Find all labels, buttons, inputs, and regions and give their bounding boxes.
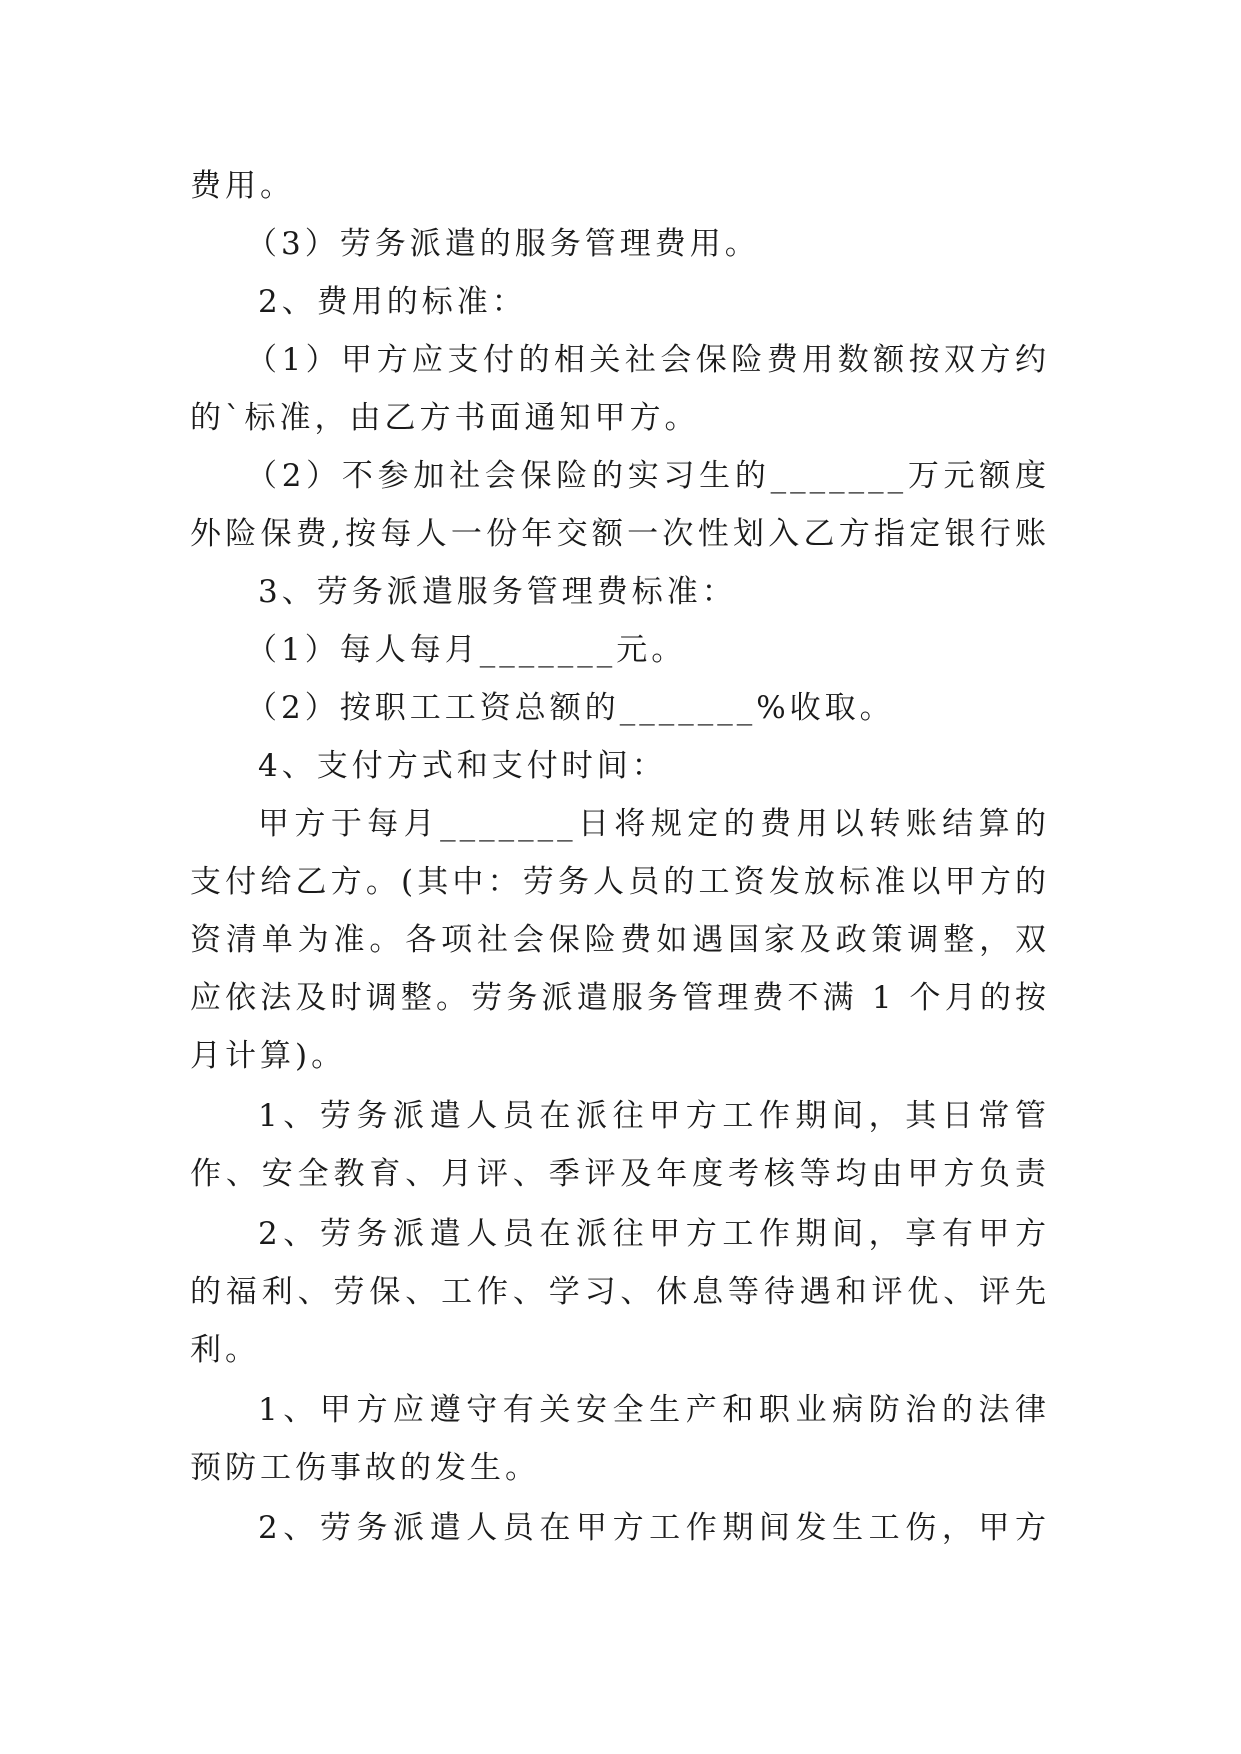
text-line: 的`标准，由乙方书面通知甲方。 [190,400,700,436]
text-line: 支付给乙方。(其中：劳务人员的工资发放标准以甲方的 [190,864,1050,900]
text-line: 1、甲方应遵守有关安全生产和职业病防治的法律 [258,1392,1050,1428]
text-line: 4、支付方式和支付时间： [258,748,667,784]
text-line: 3、劳务派遣服务管理费标准： [258,574,737,610]
text-line: （3）劳务派遣的服务管理费用。 [246,226,760,262]
text-line: 甲方于每月_______日将规定的费用以转账结算的 [258,806,1050,842]
text-line: 2、费用的标准： [258,284,527,320]
text-line: （2）不参加社会保险的实习生的_______万元额度 [246,458,1050,494]
text-line: 作、安全教育、月评、季评及年度考核等均由甲方负责 [190,1156,1050,1192]
text-line: 应依法及时调整。劳务派遣服务管理费不满 1 个月的按 [190,980,1050,1016]
text-line: 利。 [190,1332,260,1368]
text-line: 的福利、劳保、工作、学习、休息等待遇和评优、评先 [190,1274,1050,1310]
text-line: 2、劳务派遣人员在派往甲方工作期间，享有甲方 [258,1216,1050,1252]
text-line: 资清单为准。各项社会保险费如遇国家及政策调整，双 [190,922,1050,958]
text-line: 1、劳务派遣人员在派往甲方工作期间，其日常管 [258,1098,1050,1134]
text-line: 2、劳务派遣人员在甲方工作期间发生工伤，甲方 [258,1510,1050,1546]
text-line: 外险保费,按每人一份年交额一次性划入乙方指定银行账 [190,516,1050,552]
text-line: （1）甲方应支付的相关社会保险费用数额按双方约 [246,342,1050,378]
text-line: （2）按职工工资总额的_______%收取。 [246,690,895,726]
text-line: （1）每人每月_______元。 [246,632,687,668]
text-line: 费用。 [190,168,295,204]
text-line: 预防工伤事故的发生。 [190,1450,540,1486]
document-body [190,157,1050,1557]
text-line: 月计算)。 [190,1038,347,1074]
